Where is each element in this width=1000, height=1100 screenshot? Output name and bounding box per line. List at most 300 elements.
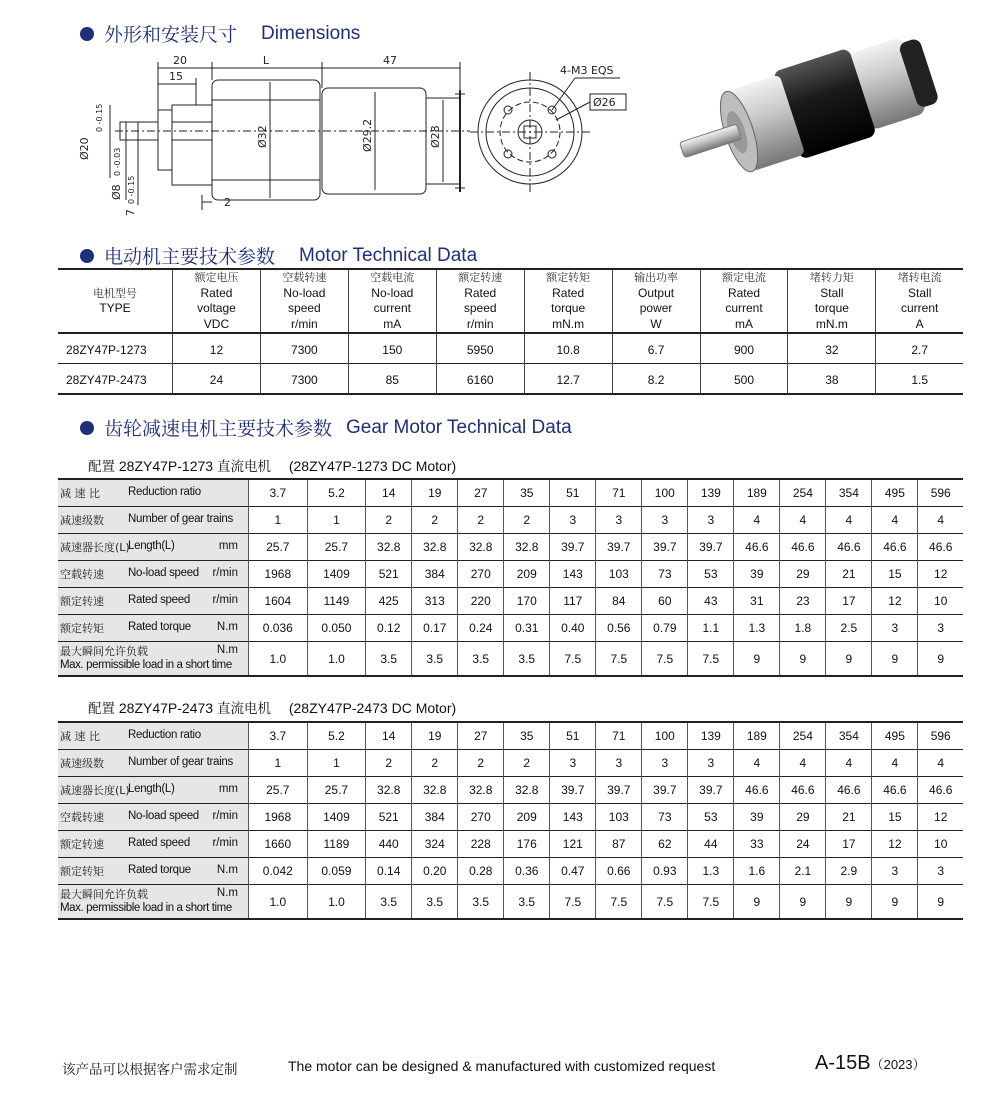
row-label-en: Length(L) [128, 540, 175, 552]
section-title-en: Gear Motor Technical Data [346, 416, 572, 438]
motor-value-cell: 2.7 [876, 333, 963, 364]
gear-value-cell: 39.7 [688, 534, 734, 561]
header-rated-voltage: 额定电压 Rated voltage VDC [173, 269, 261, 333]
gear-value-cell: 7.5 [550, 642, 596, 677]
row-label-cell [58, 561, 249, 588]
gear-value-cell: 176 [504, 831, 550, 858]
gear-value-cell: 2 [412, 750, 458, 777]
gear-value-cell: 87 [596, 831, 642, 858]
motor-value-cell: 7300 [260, 364, 348, 395]
row-label-unit: r/min [212, 567, 238, 579]
gear-value-cell: 46.6 [872, 534, 918, 561]
gear-value-cell: 1.8 [780, 615, 826, 642]
motor-technical-table [58, 268, 963, 395]
bullet-icon [80, 421, 94, 435]
gear-value-cell: 3 [550, 750, 596, 777]
gear-value-cell: 3 [596, 750, 642, 777]
gear-value-cell: 14 [366, 479, 412, 507]
gear-value-cell: 0.036 [249, 615, 308, 642]
row-label-en: No-load speed [128, 810, 199, 822]
gear-value-cell: 46.6 [826, 777, 872, 804]
gear-value-cell: 521 [366, 561, 412, 588]
row-label-en: Reduction ratio [128, 729, 201, 741]
row-label-zh: 减 速 比 [60, 730, 100, 743]
gear-value-cell: 39.7 [642, 777, 688, 804]
config-title-2 [88, 697, 456, 717]
gear-value-cell: 3.7 [249, 479, 308, 507]
header-rated-speed: 额定转速 Rated speed r/min [436, 269, 524, 333]
gear-value-cell: 25.7 [249, 534, 308, 561]
header-stall-torque: 堵转力矩 Stall torque mN.m [788, 269, 876, 333]
gear-value-cell: 2 [366, 507, 412, 534]
row-label-cell [58, 588, 249, 615]
motor-value-cell: 8.2 [612, 364, 700, 395]
row-label-en: Max. permissible load in a short time [60, 902, 232, 914]
gear-value-cell: 39.7 [596, 534, 642, 561]
gear-value-cell: 2.1 [780, 858, 826, 885]
gear-value-cell: 324 [412, 831, 458, 858]
gear-value-cell: 3 [642, 750, 688, 777]
gear-value-cell: 9 [872, 885, 918, 920]
gear-value-cell: 1968 [249, 561, 308, 588]
config-title-1 [88, 455, 456, 475]
bullet-icon [80, 249, 94, 263]
gear-value-cell: 21 [826, 561, 872, 588]
gear-value-cell: 9 [826, 642, 872, 677]
gear-value-cell: 139 [688, 722, 734, 750]
gear-value-cell: 4 [826, 750, 872, 777]
gear-value-cell: 1.6 [734, 858, 780, 885]
gear-value-cell: 19 [412, 479, 458, 507]
gear-value-cell: 9 [872, 642, 918, 677]
gear-value-cell: 32.8 [458, 534, 504, 561]
row-label-cell [58, 804, 249, 831]
motor-value-cell: 12.7 [524, 364, 612, 395]
config-prefix: 配置 [88, 459, 115, 475]
motor-value-cell: 10.8 [524, 333, 612, 364]
row-label-zh: 减速器长度(L) [60, 784, 130, 797]
gear-value-cell: 14 [366, 722, 412, 750]
gear-value-cell: 0.47 [550, 858, 596, 885]
gear-value-cell: 33 [734, 831, 780, 858]
header-type: 电机型号 TYPE [93, 286, 137, 315]
gear-value-cell: 0.17 [412, 615, 458, 642]
motor-type-cell: 28ZY47P-2473 [66, 373, 147, 387]
gear-value-cell: 44 [688, 831, 734, 858]
motor-type-cell: 28ZY47P-1273 [66, 343, 147, 357]
row-label-en: Rated speed [128, 594, 190, 606]
gear-value-cell: 270 [458, 561, 504, 588]
gear-value-cell: 73 [642, 804, 688, 831]
config-en: (28ZY47P-1273 DC Motor) [288, 458, 457, 474]
gear-value-cell: 9 [780, 885, 826, 920]
row-label-en: Length(L) [128, 783, 175, 795]
gear-value-cell: 0.40 [550, 615, 596, 642]
gear-value-cell: 9 [734, 642, 780, 677]
footer-page-code [815, 1052, 926, 1075]
gear-value-cell: 4 [780, 750, 826, 777]
row-label-en: Rated torque [128, 621, 191, 633]
gear-value-cell: 39.7 [642, 534, 688, 561]
dia-29-2: Ø29.2 [361, 118, 374, 152]
gear-value-cell: 53 [688, 804, 734, 831]
gear-value-cell: 15 [872, 561, 918, 588]
gear-value-cell: 3.5 [366, 642, 412, 677]
gear-value-cell: 3 [918, 615, 963, 642]
gear-value-cell: 2 [412, 507, 458, 534]
gear-value-cell: 17 [826, 588, 872, 615]
section-title-motor [80, 242, 477, 269]
dim-7: 7 [124, 209, 137, 216]
page-code: A-15B [815, 1052, 871, 1074]
gear-value-cell: 27 [458, 479, 504, 507]
gear-value-cell: 9 [734, 885, 780, 920]
header-noload-speed: 空载转速 No-load speed r/min [260, 269, 348, 333]
motor-table-row [58, 364, 963, 395]
gear-value-cell: 3.5 [504, 885, 550, 920]
gear-value-cell: 5.2 [307, 722, 366, 750]
gear-value-cell: 3 [872, 858, 918, 885]
motor-value-cell: 38 [788, 364, 876, 395]
gear-value-cell: 39.7 [550, 777, 596, 804]
row-label-en: Number of gear trains [128, 756, 233, 768]
motor-value-cell: 6160 [436, 364, 524, 395]
gear-value-cell: 25.7 [249, 777, 308, 804]
row-label-zh: 减速级数 [60, 514, 104, 527]
gear-value-cell: 1.0 [249, 885, 308, 920]
row-label-cell [58, 885, 249, 920]
gear-value-cell: 0.050 [307, 615, 366, 642]
gear-value-cell: 4 [918, 507, 963, 534]
row-label-unit: N.m [216, 887, 238, 899]
gear-value-cell: 29 [780, 561, 826, 588]
gear-value-cell: 32.8 [412, 534, 458, 561]
gear-value-cell: 440 [366, 831, 412, 858]
gear-value-cell: 3 [872, 615, 918, 642]
config-model: 28ZY47P-1273 [118, 458, 214, 474]
config-prefix: 配置 [88, 701, 115, 717]
gear-value-cell: 1149 [307, 588, 366, 615]
gear-value-cell: 1.1 [688, 615, 734, 642]
section-title-dimensions [80, 20, 360, 47]
gear-value-cell: 3.5 [458, 642, 504, 677]
gear-value-cell: 1 [249, 750, 308, 777]
gear-value-cell: 23 [780, 588, 826, 615]
gear-value-cell: 100 [642, 479, 688, 507]
motor-value-cell: 12 [173, 333, 261, 364]
gear-value-cell: 0.36 [504, 858, 550, 885]
motor-value-cell: 5950 [436, 333, 524, 364]
gear-value-cell: 1409 [307, 804, 366, 831]
dia-8: Ø8 [110, 184, 123, 200]
gear-value-cell: 71 [596, 722, 642, 750]
gear-value-cell: 9 [918, 885, 963, 920]
row-label-unit: mm [218, 783, 238, 795]
row-label-cell [58, 777, 249, 804]
gear-value-cell: 1 [249, 507, 308, 534]
gear-table-row [58, 831, 963, 858]
row-label-unit: N.m [216, 644, 238, 656]
header-rated-torque: 额定转矩 Rated torque mN.m [524, 269, 612, 333]
dia-26: Ø26 [593, 96, 616, 109]
gear-table-row [58, 804, 963, 831]
gear-value-cell: 4 [872, 750, 918, 777]
row-label-zh: 额定转矩 [60, 622, 104, 635]
dia-20-tol: 0 -0.15 [95, 103, 104, 132]
header-stall-current: 堵转电流 Stall current A [876, 269, 963, 333]
gear-table-row [58, 642, 963, 677]
gear-value-cell: 12 [918, 804, 963, 831]
gear-value-cell: 3 [688, 507, 734, 534]
gear-value-cell: 12 [872, 831, 918, 858]
gear-value-cell: 31 [734, 588, 780, 615]
row-label-unit: mm [218, 540, 238, 552]
gear-value-cell: 62 [642, 831, 688, 858]
gear-value-cell: 1409 [307, 561, 366, 588]
gear-value-cell: 46.6 [780, 534, 826, 561]
gear-value-cell: 39.7 [688, 777, 734, 804]
section-title-en: Dimensions [261, 22, 361, 44]
gear-value-cell: 12 [872, 588, 918, 615]
gear-value-cell: 3 [688, 750, 734, 777]
gear-value-cell: 189 [734, 722, 780, 750]
gear-value-cell: 354 [826, 479, 872, 507]
gear-value-cell: 9 [780, 642, 826, 677]
dim-L: L [262, 54, 270, 67]
gear-value-cell: 2 [504, 750, 550, 777]
gear-table-1273 [58, 478, 963, 677]
gear-value-cell: 0.042 [249, 858, 308, 885]
dia-28: Ø28 [429, 125, 442, 148]
gear-value-cell: 3.5 [504, 642, 550, 677]
gear-value-cell: 19 [412, 722, 458, 750]
gear-value-cell: 39 [734, 561, 780, 588]
gear-value-cell: 53 [688, 561, 734, 588]
row-label-cell [58, 722, 249, 750]
gear-value-cell: 103 [596, 561, 642, 588]
section-title-zh: 外形和安装尺寸 [104, 24, 238, 46]
gear-value-cell: 51 [550, 479, 596, 507]
gear-value-cell: 1.0 [307, 642, 366, 677]
gear-value-cell: 2 [504, 507, 550, 534]
gear-value-cell: 7.5 [642, 642, 688, 677]
screws-label: 4-M3 EQS [560, 64, 614, 77]
row-label-unit: r/min [212, 594, 238, 606]
dia-20: Ø20 [78, 137, 91, 160]
gear-value-cell: 27 [458, 722, 504, 750]
gear-value-cell: 25.7 [307, 777, 366, 804]
gear-value-cell: 1 [307, 750, 366, 777]
gear-value-cell: 313 [412, 588, 458, 615]
gear-value-cell: 46.6 [872, 777, 918, 804]
gear-value-cell: 0.66 [596, 858, 642, 885]
config-en: (28ZY47P-2473 DC Motor) [288, 700, 457, 716]
gear-value-cell: 10 [918, 831, 963, 858]
row-label-unit: N.m [216, 621, 238, 633]
gear-value-cell: 143 [550, 561, 596, 588]
gear-value-cell: 270 [458, 804, 504, 831]
footer-en: The motor can be designed & manufactured with customized request [288, 1058, 716, 1074]
gear-value-cell: 1.3 [734, 615, 780, 642]
gear-value-cell: 220 [458, 588, 504, 615]
motor-value-cell: 6.7 [612, 333, 700, 364]
gear-value-cell: 84 [596, 588, 642, 615]
gear-value-cell: 39.7 [550, 534, 596, 561]
gear-value-cell: 46.6 [918, 777, 963, 804]
gear-table-2473 [58, 721, 963, 920]
row-label-zh: 减 速 比 [60, 487, 100, 500]
footer-zh: 该产品可以根据客户需求定制 [62, 1062, 238, 1078]
gear-value-cell: 7.5 [688, 885, 734, 920]
gear-value-cell: 103 [596, 804, 642, 831]
gear-value-cell: 46.6 [826, 534, 872, 561]
gear-value-cell: 1189 [307, 831, 366, 858]
gear-value-cell: 35 [504, 722, 550, 750]
gear-value-cell: 32.8 [412, 777, 458, 804]
row-label-zh: 最大瞬间允许负载 [60, 888, 148, 901]
gear-value-cell: 7.5 [688, 642, 734, 677]
row-label-unit: r/min [212, 837, 238, 849]
gear-table-row [58, 479, 963, 507]
header-output-power: 输出功率 Output power W [612, 269, 700, 333]
gear-value-cell: 189 [734, 479, 780, 507]
gear-value-cell: 2 [458, 750, 504, 777]
gear-value-cell: 1 [307, 507, 366, 534]
gear-value-cell: 1.0 [249, 642, 308, 677]
gear-value-cell: 384 [412, 804, 458, 831]
gear-value-cell: 17 [826, 831, 872, 858]
gear-value-cell: 0.79 [642, 615, 688, 642]
gear-value-cell: 4 [826, 507, 872, 534]
gear-value-cell: 100 [642, 722, 688, 750]
gear-value-cell: 1.3 [688, 858, 734, 885]
row-label-zh: 额定转矩 [60, 865, 104, 878]
row-label-cell [58, 858, 249, 885]
gear-value-cell: 2.5 [826, 615, 872, 642]
dim-20: 20 [173, 54, 187, 67]
gear-value-cell: 71 [596, 479, 642, 507]
gear-value-cell: 384 [412, 561, 458, 588]
gear-value-cell: 15 [872, 804, 918, 831]
gear-value-cell: 2 [458, 507, 504, 534]
gear-value-cell: 3.7 [249, 722, 308, 750]
gear-value-cell: 32.8 [366, 777, 412, 804]
gear-value-cell: 521 [366, 804, 412, 831]
gear-value-cell: 39.7 [596, 777, 642, 804]
gear-value-cell: 1660 [249, 831, 308, 858]
row-label-cell [58, 507, 249, 534]
gear-table-row [58, 777, 963, 804]
section-title-en: Motor Technical Data [299, 244, 478, 266]
gear-value-cell: 32.8 [366, 534, 412, 561]
gear-value-cell: 7.5 [596, 885, 642, 920]
gear-value-cell: 9 [918, 642, 963, 677]
gear-value-cell: 254 [780, 479, 826, 507]
row-label-en: Reduction ratio [128, 486, 201, 498]
gear-value-cell: 12 [918, 561, 963, 588]
row-label-cell [58, 642, 249, 677]
footer-year: （2023） [870, 1057, 926, 1072]
gear-value-cell: 228 [458, 831, 504, 858]
dia-8-tol: 0 -0.03 [113, 147, 122, 176]
motor-value-cell: 24 [173, 364, 261, 395]
gear-value-cell: 4 [918, 750, 963, 777]
gear-value-cell: 46.6 [918, 534, 963, 561]
gear-table-row [58, 885, 963, 920]
motor-value-cell: 85 [348, 364, 436, 395]
gear-value-cell: 32.8 [458, 777, 504, 804]
gear-value-cell: 596 [918, 722, 963, 750]
gear-value-cell: 3 [550, 507, 596, 534]
row-label-cell [58, 479, 249, 507]
gear-value-cell: 1.0 [307, 885, 366, 920]
gear-value-cell: 139 [688, 479, 734, 507]
gear-value-cell: 73 [642, 561, 688, 588]
gear-value-cell: 32.8 [504, 777, 550, 804]
gear-value-cell: 170 [504, 588, 550, 615]
row-label-cell [58, 534, 249, 561]
gear-value-cell: 0.20 [412, 858, 458, 885]
dim-47: 47 [383, 54, 397, 67]
gear-value-cell: 2 [366, 750, 412, 777]
gear-value-cell: 3 [642, 507, 688, 534]
gear-value-cell: 10 [918, 588, 963, 615]
gear-value-cell: 117 [550, 588, 596, 615]
gear-value-cell: 596 [918, 479, 963, 507]
section-title-gear [80, 414, 572, 441]
motor-value-cell: 150 [348, 333, 436, 364]
gear-value-cell: 0.12 [366, 615, 412, 642]
motor-value-cell: 900 [700, 333, 788, 364]
gear-value-cell: 3.5 [366, 885, 412, 920]
gear-value-cell: 3.5 [412, 642, 458, 677]
section-title-zh: 齿轮减速电机主要技术参数 [104, 418, 333, 440]
gear-value-cell: 43 [688, 588, 734, 615]
row-label-zh: 空载转速 [60, 568, 104, 581]
dimension-drawing [60, 50, 630, 220]
gear-table-row [58, 561, 963, 588]
gear-table-row [58, 507, 963, 534]
gear-value-cell: 3 [918, 858, 963, 885]
gear-value-cell: 3.5 [458, 885, 504, 920]
gear-value-cell: 4 [734, 507, 780, 534]
motor-table-row [58, 333, 963, 364]
gear-value-cell: 143 [550, 804, 596, 831]
row-label-zh: 减速器长度(L) [60, 541, 130, 554]
product-image [655, 28, 955, 188]
row-label-en: Rated speed [128, 837, 190, 849]
row-label-en: No-load speed [128, 567, 199, 579]
gear-value-cell: 0.93 [642, 858, 688, 885]
gear-value-cell: 0.31 [504, 615, 550, 642]
gear-value-cell: 24 [780, 831, 826, 858]
gear-value-cell: 9 [826, 885, 872, 920]
bullet-icon [80, 27, 94, 41]
gear-value-cell: 21 [826, 804, 872, 831]
motor-value-cell: 1.5 [876, 364, 963, 395]
gear-value-cell: 39 [734, 804, 780, 831]
motor-value-cell: 32 [788, 333, 876, 364]
gear-value-cell: 51 [550, 722, 596, 750]
motor-value-cell: 7300 [260, 333, 348, 364]
gear-value-cell: 1968 [249, 804, 308, 831]
gear-value-cell: 4 [872, 507, 918, 534]
gear-value-cell: 5.2 [307, 479, 366, 507]
gear-value-cell: 25.7 [307, 534, 366, 561]
motor-value-cell: 500 [700, 364, 788, 395]
gear-value-cell: 60 [642, 588, 688, 615]
gear-value-cell: 32.8 [504, 534, 550, 561]
